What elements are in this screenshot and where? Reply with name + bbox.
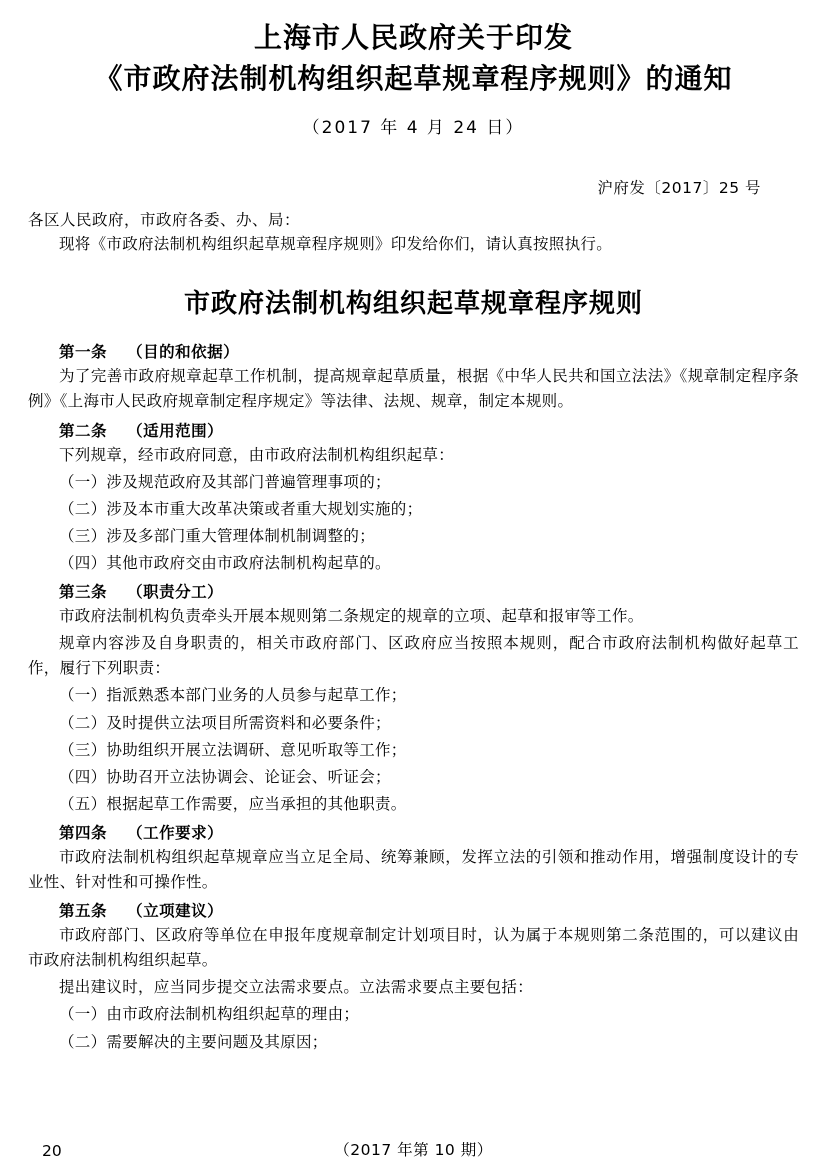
page-number: 20 xyxy=(42,1142,62,1160)
title-line-1: 上海市人民政府关于印发 xyxy=(253,21,573,54)
article-1 xyxy=(28,340,799,414)
page-footer xyxy=(0,1138,827,1160)
article-2-number: 第二条 xyxy=(59,421,108,440)
article-1-heading: （目的和依据） xyxy=(127,343,240,362)
footer-issue: （2017 年第 10 期） xyxy=(334,1141,493,1159)
article-3-paragraph-3: （一）指派熟悉本部门业务的人员参与起草工作； xyxy=(59,686,407,705)
article-3-paragraph-4: （二）及时提供立法项目所需资料和必要条件； xyxy=(59,713,391,732)
article-5-number: 第五条 xyxy=(59,902,108,921)
article-2-head xyxy=(28,419,799,441)
document-date: （2017 年 4 月 24 日） xyxy=(302,118,525,139)
page-title xyxy=(28,18,799,99)
article-1-head xyxy=(28,340,799,362)
article-3-paragraph-6: （四）协助召开立法协调会、论证会、听证会； xyxy=(59,767,391,786)
intro-paragraph: 现将《市政府法制机构组织起草规章程序规则》印发给你们，请认真按照执行。 xyxy=(59,235,613,254)
addressee-line: 各区人民政府，市政府各委、办、局： xyxy=(28,211,301,230)
title-line-2: 《市政府法制机构组织起草规章程序规则》的通知 xyxy=(94,61,733,95)
article-1-paragraph-1: 为了完善市政府规章起草工作机制，提高规章起草质量，根据《中华人民共和国立法法》《规章制定程序条例》《上海市人民政府规章制定程序规定》等法律、法规、规章，制定本规则。 xyxy=(28,367,799,411)
document-number: 沪府发〔2017〕25 号 xyxy=(597,179,761,198)
article-3-head xyxy=(28,580,799,602)
article-3-paragraph-7: （五）根据起草工作需要，应当承担的其他职责。 xyxy=(59,794,407,813)
article-3-paragraph-1: 市政府法制机构负责牵头开展本规则第二条规定的规章的立项、起草和报审等工作。 xyxy=(59,607,644,626)
article-5 xyxy=(28,899,799,1055)
article-5-paragraph-4: （二）需要解决的主要问题及其原因； xyxy=(59,1032,328,1051)
article-1-number: 第一条 xyxy=(59,343,108,362)
article-4-paragraph-1: 市政府法制机构组织起草规章应当立足全局、统筹兼顾，发挥立法的引领和推动作用，增强制度设计的专业性、针对性和可操作性。 xyxy=(28,847,799,892)
article-5-paragraph-2: 提出建议时，应当同步提交立法需求要点。立法需求要点主要包括： xyxy=(59,978,534,997)
article-3-number: 第三条 xyxy=(59,583,108,602)
rule-title: 市政府法制机构组织起草规章程序规则 xyxy=(183,289,643,320)
article-2-paragraph-2: （一）涉及规范政府及其部门普遍管理事项的； xyxy=(59,472,391,491)
article-4-number: 第四条 xyxy=(59,823,108,842)
article-3-heading: （职责分工） xyxy=(127,583,224,602)
article-3 xyxy=(28,580,799,817)
article-5-paragraph-3: （一）由市政府法制机构组织起草的理由； xyxy=(59,1005,360,1024)
article-4-head xyxy=(28,821,799,843)
article-2-heading: （适用范围） xyxy=(127,421,224,440)
article-2-paragraph-5: （四）其他市政府交由市政府法制机构起草的。 xyxy=(59,553,391,572)
article-4 xyxy=(28,821,799,895)
article-4-heading: （工作要求） xyxy=(127,823,224,842)
article-2-paragraph-4: （三）涉及多部门重大管理体制机制调整的； xyxy=(59,526,376,545)
article-2 xyxy=(28,419,799,577)
article-2-paragraph-3: （二）涉及本市重大改革决策或者重大规划实施的； xyxy=(59,499,423,518)
article-5-heading: （立项建议） xyxy=(127,902,224,921)
article-5-paragraph-1: 市政府部门、区政府等单位在申报年度规章制定计划项目时，认为属于本规则第二条范围的，可以建议由市政府法制机构组织起草。 xyxy=(28,926,799,970)
article-3-paragraph-5: （三）协助组织开展立法调研、意见听取等工作； xyxy=(59,740,407,759)
article-5-head xyxy=(28,899,799,921)
article-3-paragraph-2: 规章内容涉及自身职责的，相关市政府部门、区政府应当按照本规则，配合市政府法制机构做好起草工作，履行下列职责： xyxy=(28,634,799,678)
article-2-paragraph-1: 下列规章，经市政府同意，由市政府法制机构组织起草： xyxy=(59,445,455,464)
